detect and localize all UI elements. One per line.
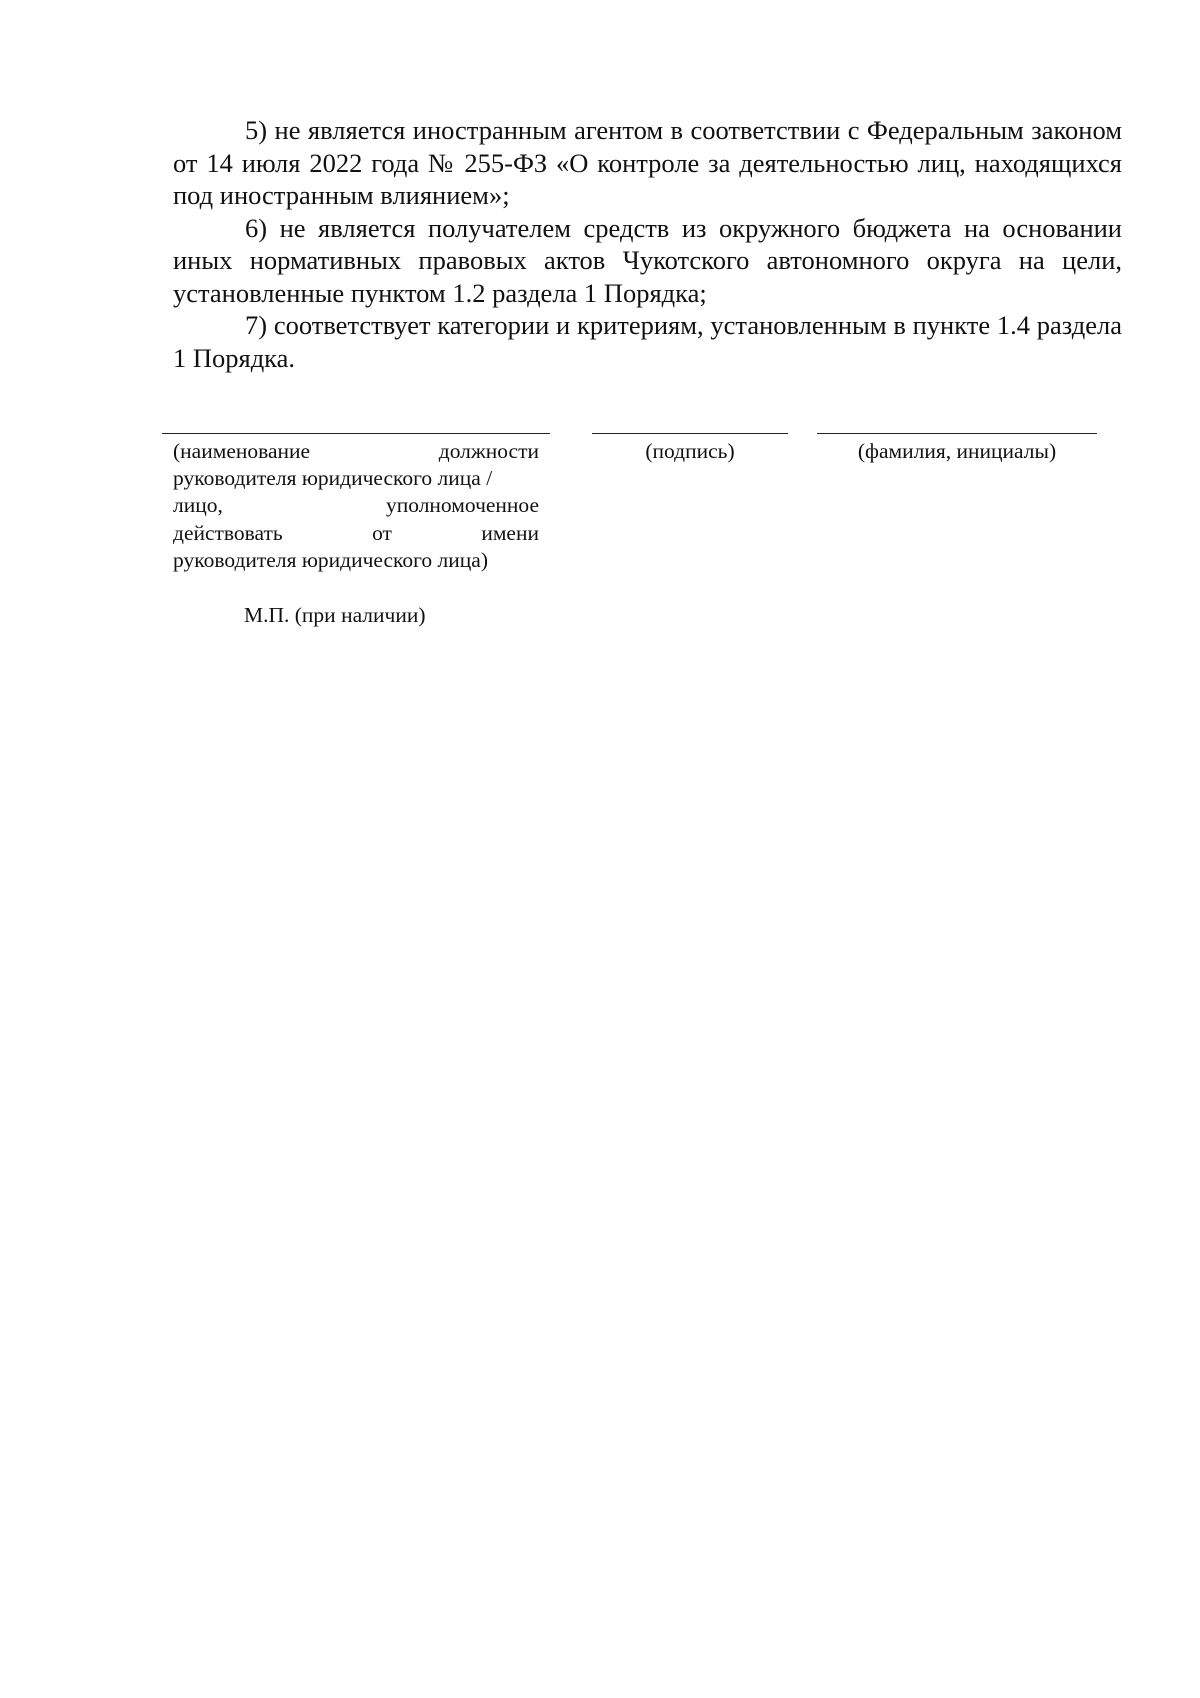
position-caption (173, 438, 539, 574)
position-caption-row-3 (173, 492, 539, 519)
document-body (173, 114, 1122, 374)
signature-line (592, 433, 788, 434)
caption-word: от (372, 520, 392, 545)
caption-word: имени (481, 520, 539, 545)
caption-word: действовать (173, 520, 283, 545)
name-caption: (фамилия, инициалы) (857, 439, 1057, 463)
caption-word: (наименование (173, 439, 311, 463)
stamp-note: М.П. (при наличии) (244, 603, 426, 627)
position-signature-line (162, 433, 550, 434)
paragraph-item-7: 7) соответствует категории и критериям, установленным в пункте 1.4 раздела 1 Порядка. (173, 310, 1122, 373)
caption-word: должности (438, 439, 539, 463)
position-caption-row-1 (173, 438, 539, 465)
paragraph-item-6: 6) не является получателем средств из окружного бюджета на основании иных нормативных правовых актов Чукотского автономного округа на цели, установленные пунктом 1.2 раздела 1 Порядка; (173, 212, 1122, 308)
name-signature-line (817, 433, 1097, 434)
paragraph-item-5: 5) не является иностранным агентом в соответствии с Федеральным законом от 14 июля 2022 года № 255-ФЗ «О контроле за деятельностью лиц, находящихся под иностранным влиянием»; (173, 115, 1122, 210)
caption-word: лицо, (173, 493, 223, 518)
position-caption-row-2: руководителя юридического лица / (173, 466, 493, 491)
position-caption-row-5: руководителя юридического лица) (173, 547, 488, 572)
signature-caption: (подпись) (645, 439, 735, 463)
caption-word: уполномоченное (385, 493, 539, 518)
position-caption-row-4 (173, 520, 539, 547)
